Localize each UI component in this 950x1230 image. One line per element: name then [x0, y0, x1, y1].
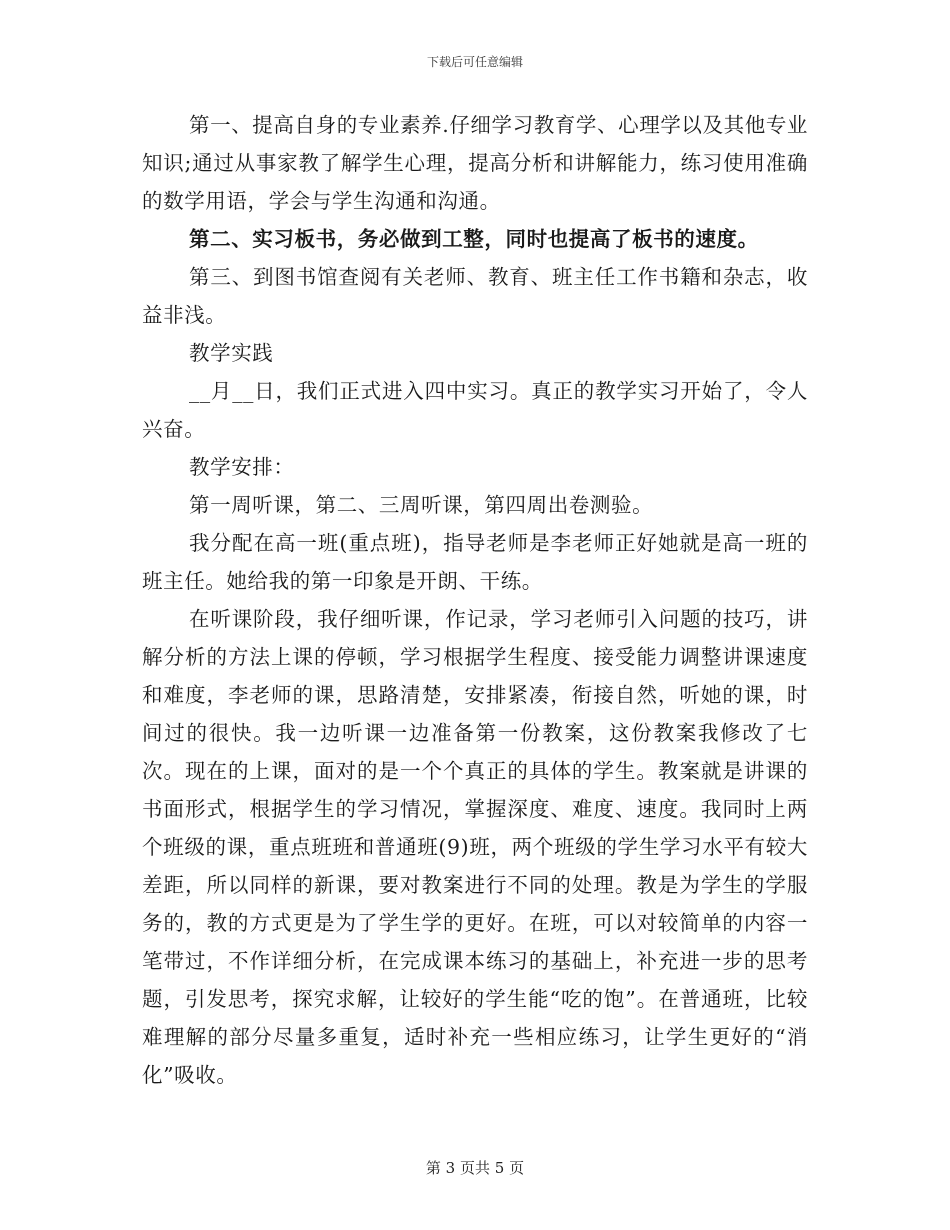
paragraph-library-reading: 第三、到图书馆查阅有关老师、教育、班主任工作书籍和杂志，收益非浅。: [142, 265, 808, 327]
paragraph-professional-quality: 第一、提高自身的专业素养.仔细学习教育学、心理学以及其他专业知识;通过从事家教了解学生心理，提高分析和讲解能力，练习使用准确的数学用语，学会与学生沟通和沟通。: [142, 113, 809, 213]
paragraph-class-assignment: 我分配在高一班(重点班)，指导老师是李老师正好她就是高一班的班主任。她给我的第一印象是开朗、干练。: [142, 531, 808, 593]
paragraph-blackboard-writing: 第二、实习板书，务必做到工整，同时也提高了板书的速度。: [189, 227, 759, 251]
paragraph-weekly-schedule: 第一周听课，第二、三周听课，第四周出卷测验。: [189, 493, 654, 517]
page-header: 下载后可任意编辑: [426, 55, 523, 69]
section-heading-teaching-arrangement: 教学安排：: [189, 455, 295, 479]
section-heading-teaching-practice: 教学实践: [189, 341, 274, 365]
document-body: [142, 106, 808, 1094]
paragraph-observation-stage: 在听课阶段，我仔细听课，作记录，学习老师引入问题的技巧，讲解分析的方法上课的停顿，学习根据学生程度、接受能力调整讲课速度和难度，李老师的课，思路清楚，安排紧凑，衔接自然，听她的课，时间过的很快。我一边听课一边准备第一份教案，这份教案我修改了七次。现在的上课，面对的是一个个真正的具体的学生。教案就是讲课的书面形式，根据学生的学习情况，掌握深度、难度、速度。我同时上两个班级的课，重点班班和普通班(9)班，两个班级的学生学习水平有较大差距，所以同样的新课，要对教案进行不同的处理。教是为学生的学服务的，教的方式更是为了学生学的更好。在班，可以对较简单的内容一笔带过，不作详细分析，在完成课本练习的基础上，补充进一步的思考题，引发思考，探究求解，让较好的学生能“吃的饱”。在普通班，比较难理解的部分尽量多重复，适时补充一些相应练习，让学生更好的“消化”吸收。: [142, 607, 808, 1087]
page-number-footer: 第 3 页共 5 页: [425, 1159, 525, 1177]
paragraph-start-internship: __月__日，我们正式进入四中实习。真正的教学实习开始了，令人兴奋。: [142, 379, 808, 441]
